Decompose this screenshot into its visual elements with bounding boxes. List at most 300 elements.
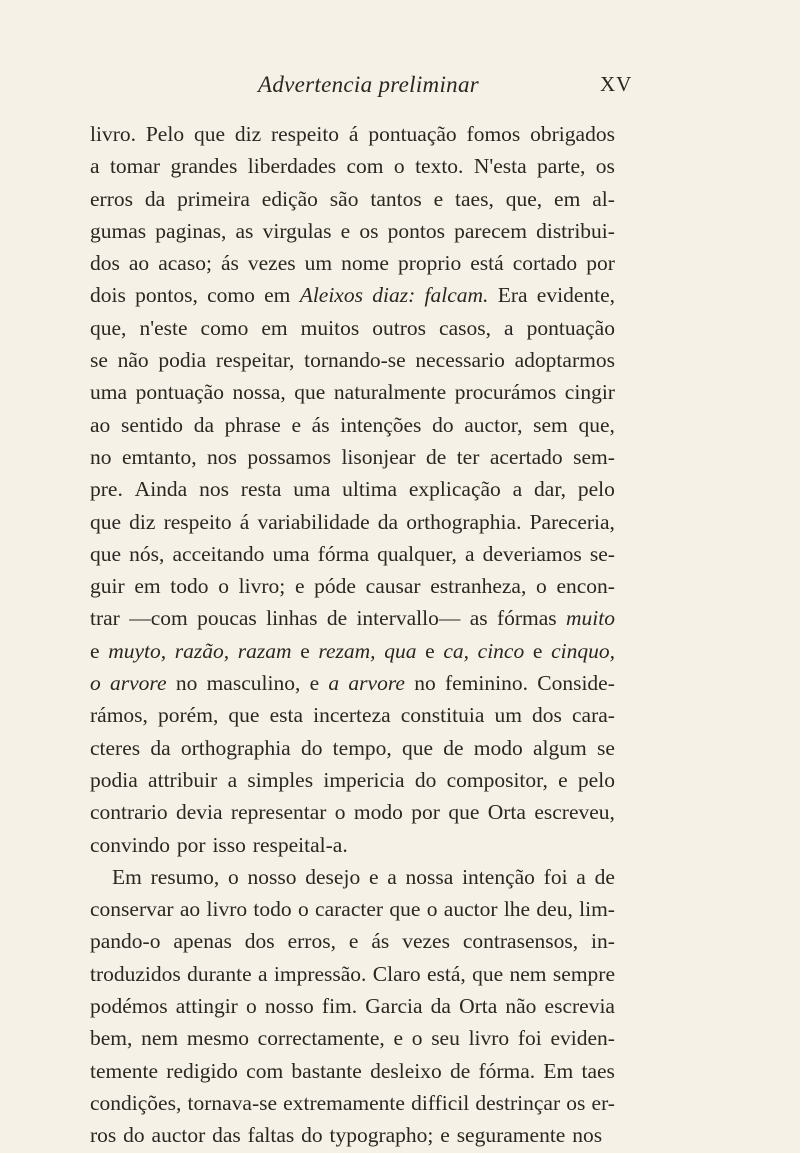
word: que xyxy=(402,735,434,760)
word: erros, xyxy=(287,929,336,954)
word: e xyxy=(558,767,568,792)
word: acertado xyxy=(489,444,563,469)
word: outros xyxy=(372,315,426,340)
word: são xyxy=(329,186,359,211)
word: cinquo, xyxy=(551,638,615,663)
word: er- xyxy=(591,1090,615,1115)
word: de xyxy=(326,606,348,631)
word: tornava-se xyxy=(187,1090,278,1115)
word: da xyxy=(144,186,166,211)
word: troduzidos xyxy=(90,961,181,986)
word: o xyxy=(297,897,309,922)
word: grandes xyxy=(170,154,238,179)
word: rámos, xyxy=(90,703,148,728)
word: rezam, xyxy=(318,638,376,663)
word: paginas, xyxy=(155,218,227,243)
text-line xyxy=(90,506,615,538)
word: lhe xyxy=(503,897,531,922)
word: destrinçar xyxy=(475,1090,561,1115)
word: evidente, xyxy=(536,283,615,308)
word: arvore xyxy=(348,671,405,696)
word: impressão. xyxy=(273,961,367,986)
word: e xyxy=(393,1026,404,1051)
word: qualquer, xyxy=(377,541,457,566)
word: que, xyxy=(505,186,543,211)
word: Garcia xyxy=(365,994,423,1019)
word: n'este xyxy=(139,315,188,340)
word: á xyxy=(348,122,359,146)
word: extremamente xyxy=(283,1090,405,1115)
word: podia xyxy=(90,767,138,792)
word: orthographia. xyxy=(406,509,522,534)
word: os xyxy=(359,218,379,243)
text-line xyxy=(90,829,615,861)
text-line xyxy=(90,473,615,505)
word: a xyxy=(257,961,268,986)
word: da xyxy=(430,994,451,1019)
word: nosso xyxy=(247,864,297,889)
word: faltas xyxy=(247,1123,295,1148)
word: em xyxy=(264,283,291,308)
word: e xyxy=(433,186,444,211)
word: caracter xyxy=(315,897,384,922)
word: as xyxy=(235,218,254,243)
word: encon- xyxy=(556,574,615,599)
word: a xyxy=(387,864,397,889)
word: o xyxy=(393,154,405,179)
word: de xyxy=(443,735,464,760)
word: por xyxy=(411,800,440,825)
text-line xyxy=(90,699,615,731)
text-line xyxy=(90,376,615,408)
word: Ainda xyxy=(134,477,188,502)
word: por xyxy=(176,832,206,857)
word: Pelo xyxy=(145,122,185,146)
word: o xyxy=(334,800,346,825)
word: porém, xyxy=(158,703,219,728)
text-line xyxy=(90,667,615,699)
word: todo xyxy=(170,574,209,599)
word: modo xyxy=(473,735,523,760)
word: resumo, xyxy=(150,864,220,889)
word: contrasensos, xyxy=(462,929,579,954)
word: escrevia xyxy=(544,994,615,1019)
word: das xyxy=(212,1123,241,1148)
word: nome xyxy=(341,251,389,276)
word: apenas xyxy=(173,929,232,954)
word: qua xyxy=(384,638,417,663)
word: nós, xyxy=(129,541,165,566)
word: pontos, xyxy=(135,283,198,308)
word: liberdades xyxy=(247,154,337,179)
word: intervallo— xyxy=(356,606,461,631)
word: como xyxy=(207,283,255,308)
text-line xyxy=(90,215,615,247)
word: que xyxy=(90,541,122,566)
word: contrario xyxy=(90,800,168,825)
word: sem xyxy=(533,412,568,437)
word: muyto, xyxy=(108,638,167,663)
word: intenções xyxy=(340,412,422,437)
word: phrase xyxy=(224,412,281,437)
word: uma xyxy=(272,541,310,566)
word: tomar xyxy=(109,154,161,179)
word: constituia xyxy=(400,703,485,728)
text-line xyxy=(90,1087,615,1119)
text-line xyxy=(90,312,615,344)
word: um xyxy=(304,251,333,276)
word: diz xyxy=(234,122,262,146)
word: podia xyxy=(158,348,207,373)
word: pontos xyxy=(387,218,445,243)
word: e xyxy=(291,412,301,437)
word: acceitando xyxy=(172,541,265,566)
word: orthographia xyxy=(180,735,291,760)
word: uma xyxy=(90,380,128,405)
word: e xyxy=(340,218,351,243)
word: attribuir xyxy=(148,767,218,792)
word: mesmo xyxy=(186,1026,249,1051)
word: taes xyxy=(581,1058,615,1083)
word: respeital-a. xyxy=(252,832,348,857)
word: compositor, xyxy=(446,767,548,792)
word: o xyxy=(536,574,547,599)
word: modo xyxy=(353,800,403,825)
word: está, xyxy=(426,961,466,986)
word: livro; xyxy=(238,574,286,599)
word: por xyxy=(586,251,615,276)
word: do xyxy=(432,412,454,437)
word: livro. xyxy=(90,122,136,146)
text-line xyxy=(90,183,615,215)
word: condições, xyxy=(90,1090,182,1115)
word: razão, xyxy=(174,638,230,663)
word: pre. xyxy=(90,477,123,502)
word: do xyxy=(123,1123,145,1148)
word: livro xyxy=(206,897,248,922)
word: que xyxy=(90,509,122,534)
word: a xyxy=(328,671,340,696)
word: nos xyxy=(207,444,237,469)
text-line xyxy=(90,925,615,957)
word: á xyxy=(239,509,250,534)
word: temente xyxy=(90,1058,159,1083)
word: o xyxy=(411,1026,423,1051)
word: se xyxy=(596,735,615,760)
word: lisonjear xyxy=(341,444,416,469)
word: dar, xyxy=(534,477,566,502)
word: respeito xyxy=(163,509,232,534)
word: e xyxy=(440,1123,450,1148)
word: auctor xyxy=(151,1123,206,1148)
word: emtanto, xyxy=(121,444,197,469)
word: um xyxy=(494,703,522,728)
word: diz xyxy=(129,509,156,534)
word: está xyxy=(470,251,504,276)
word: a xyxy=(512,477,523,502)
word: typographo; xyxy=(329,1123,434,1148)
word: da xyxy=(377,509,399,534)
word: foi xyxy=(517,1026,542,1051)
text-line xyxy=(90,1055,615,1087)
word: o xyxy=(90,671,101,696)
word: nos xyxy=(199,477,229,502)
word: e xyxy=(368,864,379,889)
word: seu xyxy=(431,1026,460,1051)
word: que xyxy=(228,703,260,728)
word: e xyxy=(294,574,305,599)
word: ao xyxy=(179,897,201,922)
word: erros xyxy=(90,186,133,211)
word: gumas xyxy=(90,218,147,243)
word: pelo xyxy=(577,767,615,792)
word: taes, xyxy=(455,186,494,211)
word: no xyxy=(414,671,436,696)
word: se- xyxy=(589,541,615,566)
word: respeitar, xyxy=(215,348,295,373)
word: estranheza, xyxy=(430,574,527,599)
word: o xyxy=(228,864,239,889)
word: tornando-se xyxy=(304,348,406,373)
word: diaz: xyxy=(372,283,416,308)
word: e xyxy=(425,638,435,663)
word: Aleixos xyxy=(299,283,363,308)
word: como xyxy=(200,315,249,340)
word: in- xyxy=(591,929,615,954)
word: difficil xyxy=(411,1090,470,1115)
text-line xyxy=(90,538,615,570)
word: dos xyxy=(244,929,275,954)
word: eviden- xyxy=(550,1026,615,1051)
word: —com xyxy=(129,606,188,631)
word: da xyxy=(150,735,171,760)
word: Em xyxy=(112,864,142,889)
word: ás xyxy=(220,251,239,276)
word: em xyxy=(134,574,161,599)
word: uma xyxy=(293,477,331,502)
word: possamos xyxy=(247,444,331,469)
text-line xyxy=(90,247,615,279)
word: no xyxy=(175,671,198,696)
word: attingir xyxy=(175,994,238,1019)
word: os xyxy=(566,1090,586,1115)
word: nossa xyxy=(405,864,454,889)
word: sempre xyxy=(552,961,615,986)
word: os xyxy=(595,154,615,179)
word: nem xyxy=(509,961,547,986)
word: a xyxy=(227,767,238,792)
word: desejo xyxy=(305,864,361,889)
word: que xyxy=(448,800,480,825)
text-line xyxy=(90,602,615,634)
word: podémos xyxy=(90,994,168,1019)
word: conservar xyxy=(90,897,174,922)
word: muitos xyxy=(300,315,360,340)
word: falcam. xyxy=(424,283,489,308)
word: a xyxy=(90,154,100,179)
word: sem- xyxy=(573,444,615,469)
word: escreveu, xyxy=(534,800,615,825)
word: guir xyxy=(90,574,125,599)
word: N'esta xyxy=(473,154,527,179)
word: Em xyxy=(543,1058,574,1083)
text-line xyxy=(90,409,615,441)
word: dos xyxy=(90,251,120,276)
word: não xyxy=(505,994,537,1019)
word: edição xyxy=(261,186,318,211)
word: todo xyxy=(253,897,292,922)
word: isso xyxy=(212,832,246,857)
word: fórma xyxy=(317,541,370,566)
word: pelo xyxy=(577,477,615,502)
word: que, xyxy=(90,315,127,340)
word: e xyxy=(348,929,359,954)
word: ao xyxy=(90,412,111,437)
word: cingir xyxy=(564,380,615,405)
word: o xyxy=(218,574,229,599)
word: vezes xyxy=(402,929,450,954)
word: acaso; xyxy=(158,251,212,276)
word: algum xyxy=(533,735,587,760)
word: dos xyxy=(532,703,562,728)
text-line xyxy=(90,990,615,1022)
word: foi xyxy=(543,864,568,889)
word: incerteza xyxy=(313,703,391,728)
word: no xyxy=(90,444,112,469)
running-title: Advertencia preliminar xyxy=(258,72,480,97)
word: naturalmente xyxy=(333,380,447,405)
word: cortado xyxy=(512,251,578,276)
word: de xyxy=(594,864,615,889)
word: causar xyxy=(365,574,421,599)
word: ultima xyxy=(342,477,398,502)
word: arvore xyxy=(110,671,167,696)
word: deu, xyxy=(536,897,573,922)
word: do xyxy=(414,767,437,792)
word: cara- xyxy=(572,703,615,728)
word: lim- xyxy=(579,897,615,922)
word: al- xyxy=(592,186,615,211)
word: ás xyxy=(311,412,330,437)
word: ao xyxy=(128,251,150,276)
word: Claro xyxy=(372,961,421,986)
word: deveriamos xyxy=(482,541,582,566)
word: auctor xyxy=(443,897,498,922)
text-line xyxy=(90,893,615,925)
word: que xyxy=(389,897,421,922)
word: Conside- xyxy=(537,671,615,696)
word: com xyxy=(246,1058,284,1083)
word: impericia xyxy=(323,767,405,792)
text-line xyxy=(90,1022,615,1054)
word: sentido xyxy=(120,412,184,437)
word: texto. xyxy=(415,154,464,179)
word: vezes xyxy=(247,251,296,276)
word: procurámos xyxy=(454,380,557,405)
running-header xyxy=(0,72,800,102)
word: fomos xyxy=(466,122,521,146)
word: o xyxy=(426,897,438,922)
word: não xyxy=(117,348,149,373)
word: e xyxy=(309,671,320,696)
word: adoptarmos xyxy=(514,348,615,373)
word: Pareceria, xyxy=(529,509,615,534)
word: que, xyxy=(578,412,615,437)
word: casos, xyxy=(439,315,491,340)
text-line xyxy=(90,570,615,602)
word: intenção xyxy=(462,864,535,889)
word: pando-o xyxy=(90,929,161,954)
word: redigido xyxy=(166,1058,238,1083)
text-line xyxy=(90,1119,615,1151)
text-line xyxy=(90,861,615,893)
word: o xyxy=(245,994,257,1019)
word: masculino, xyxy=(206,671,301,696)
text-line xyxy=(90,796,615,828)
word: ás xyxy=(371,929,390,954)
word: linhas xyxy=(266,606,318,631)
word: seguramente xyxy=(456,1123,566,1148)
word: do xyxy=(300,735,323,760)
word: explicação xyxy=(408,477,501,502)
word: virgulas xyxy=(262,218,332,243)
word: resta xyxy=(240,477,282,502)
word: ca, xyxy=(443,638,469,663)
word: e xyxy=(300,638,310,663)
text-line xyxy=(90,150,615,182)
word: feminino. xyxy=(444,671,528,696)
word: convindo xyxy=(90,832,171,857)
word: nem xyxy=(141,1026,179,1051)
word: em xyxy=(554,186,581,211)
word: pontuação xyxy=(135,380,224,405)
page-number: XV xyxy=(600,72,633,96)
word: poucas xyxy=(197,606,257,631)
word: trar xyxy=(90,606,120,631)
word: que xyxy=(472,961,504,986)
word: nossa, xyxy=(232,380,286,405)
word: do xyxy=(301,1123,323,1148)
word: tempo, xyxy=(332,735,392,760)
word: parecem xyxy=(454,218,527,243)
word: póde xyxy=(314,574,356,599)
word: dois xyxy=(90,283,126,308)
word: fim. xyxy=(321,994,358,1019)
word: simples xyxy=(247,767,314,792)
word: primeira xyxy=(177,186,250,211)
word: auctor, xyxy=(464,412,523,437)
word: bastante xyxy=(291,1058,362,1083)
text-line xyxy=(90,732,615,764)
word: variabilidade xyxy=(257,509,370,534)
word: muito xyxy=(566,606,615,631)
word: em xyxy=(261,315,288,340)
word: cteres xyxy=(90,735,141,760)
text-line xyxy=(90,635,615,667)
word: com xyxy=(346,154,384,179)
word: cinco xyxy=(477,638,525,663)
word: as xyxy=(469,606,488,631)
word: pontuação xyxy=(526,315,615,340)
text-line xyxy=(90,279,615,311)
word: Orta xyxy=(487,800,526,825)
body-text xyxy=(90,118,615,1152)
word: de xyxy=(425,444,447,469)
word: que xyxy=(294,380,326,405)
word: de xyxy=(449,1058,471,1083)
word: Era xyxy=(497,283,528,308)
word: desleixo xyxy=(370,1058,442,1083)
